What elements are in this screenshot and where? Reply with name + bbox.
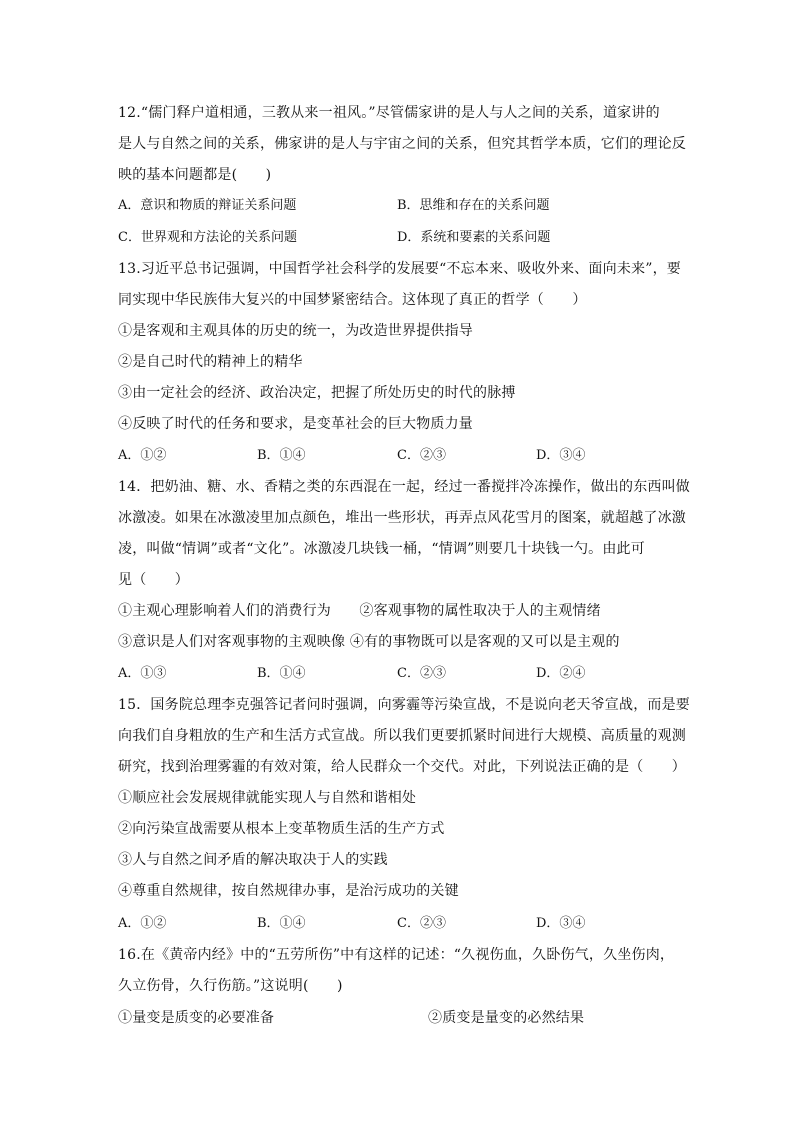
q16-stem-line-1: 16.在《黄帝内经》中的“五劳所伤”中有这样的记述：“久视伤血，久卧伤气，久坐伤肉，	[118, 947, 675, 963]
q16-statement-2: ②质变是量变的必然结果	[428, 1010, 585, 1026]
q12-option-b: B．思维和存在的关系问题	[397, 198, 550, 213]
q15-stem-line-2: 向我们自身粗放的生产和生活方式宣战。所以我们更要抓紧时间进行大规模、高质量的观测	[118, 728, 686, 744]
q14-option-c: C．②③	[397, 666, 446, 681]
q13-statement-2: ②是自己时代的精神上的精华	[118, 354, 303, 370]
q13-option-b: B．①④	[257, 448, 306, 463]
q15-option-c: C．②③	[397, 916, 446, 931]
q15-option-b: B．①④	[257, 916, 306, 931]
q14-option-a: A．①③	[118, 666, 167, 681]
q14-stem-line-2: 冰激凌。如果在冰激凌里加点颜色，堆出一些形状，再弄点风花雪月的图案，就超越了冰激	[118, 510, 686, 526]
q12-stem-line-2: 是人与自然之间的关系，佛家讲的是人与宇宙之间的关系，但究其哲学本质，它们的理论反	[118, 136, 686, 152]
q13-stem-line-2: 同实现中华民族伟大复兴的中国梦紧密结合。这体现了真正的哲学（ ）	[118, 292, 587, 308]
q14-stem-line-4: 见（ ）	[118, 572, 189, 588]
q16-statement-1: ①量变是质变的必要准备	[118, 1010, 275, 1026]
q14-stem-line-1: 14．把奶油、糖、水、香精之类的东西混在一起，经过一番搅拌冷冻操作，做出的东西叫做	[118, 479, 691, 495]
q12-option-c: C．世界观和方法论的关系问题	[118, 230, 297, 245]
q15-statement-2: ②向污染宣战需要从根本上变革物质生活的生产方式	[118, 821, 445, 837]
q15-stem-line-1: 15．国务院总理李克强答记者问时强调，向雾霾等污染宣战，不是说向老天爷宣战，而是要	[118, 697, 691, 713]
q13-statement-4: ④反映了时代的任务和要求，是变革社会的巨大物质力量	[118, 416, 473, 432]
q14-statements-1-2: ①主观心理影响着人们的消费行为 ②客观事物的属性取决于人的主观情绪	[118, 603, 601, 619]
q13-stem-line-1: 13.习近平总书记强调，中国哲学社会科学的发展要“不忘本来、吸收外来、面向未来”，要	[118, 261, 681, 277]
q12-option-a: A．意识和物质的辩证关系问题	[118, 198, 297, 213]
q13-option-c: C．②③	[397, 448, 446, 463]
q15-option-a: A．①②	[118, 916, 167, 931]
q15-option-d: D．③④	[536, 916, 586, 931]
q15-statement-3: ③人与自然之间矛盾的解决取决于人的实践	[118, 852, 388, 868]
q15-statement-4: ④尊重自然规律，按自然规律办事，是治污成功的关键	[118, 883, 459, 899]
q16-stem-line-2: 久立伤骨，久行伤筋。”这说明( )	[118, 978, 343, 994]
q12-stem-line-1: 12.“儒门释户道相通，三教从来一祖风。”尽管儒家讲的是人与人之间的关系，道家讲的	[118, 105, 660, 121]
q14-option-b: B．①④	[257, 666, 306, 681]
q12-stem-line-3: 映的基本问题都是( )	[118, 167, 272, 183]
q13-option-d: D．③④	[536, 448, 586, 463]
q15-stem-line-3: 研究，找到治理雾霾的有效对策，给人民群众一个交代。对此，下列说法正确的是（ ）	[118, 759, 686, 775]
q13-statement-3: ③由一定社会的经济、政治决定，把握了所处历史的时代的脉搏	[118, 385, 516, 401]
q13-option-a: A．①②	[118, 448, 167, 463]
q13-statement-1: ①是客观和主观具体的历史的统一，为改造世界提供指导	[118, 323, 473, 339]
q14-stem-line-3: 凌，叫做“情调”或者“文化”。冰激凌几块钱一桶，“情调”则要几十块钱一勺。由此可	[118, 541, 645, 557]
q14-statements-3-4: ③意识是人们对客观事物的主观映像 ④有的事物既可以是客观的又可以是主观的	[118, 634, 620, 650]
q15-statement-1: ①顺应社会发展规律就能实现人与自然和谐相处	[118, 790, 417, 806]
q14-option-d: D．②④	[536, 666, 586, 681]
q12-option-d: D．系统和要素的关系问题	[397, 230, 551, 245]
